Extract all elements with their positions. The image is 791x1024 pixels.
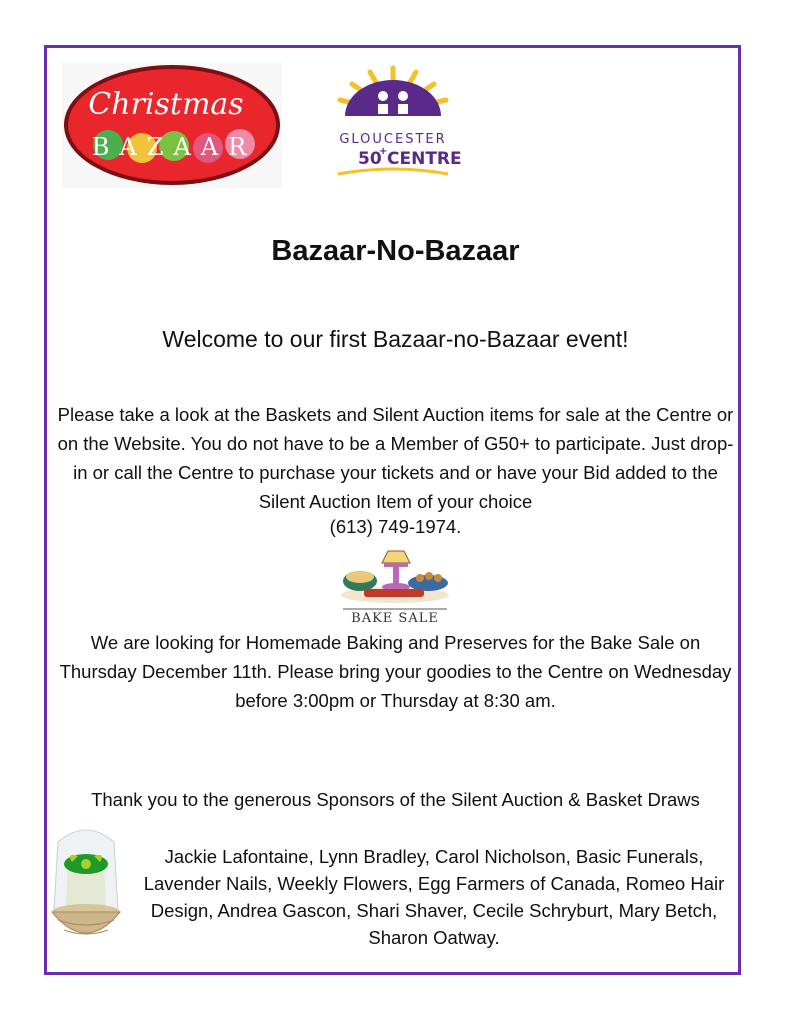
plus-text: + [379, 146, 388, 157]
gift-basket-illustration [48, 822, 124, 952]
gloucester-text: GLOUCESTER [339, 132, 447, 147]
fifty-text: 50 [358, 149, 382, 169]
intro-paragraph: Please take a look at the Baskets and Silent Auction items for sale at the Centre or on the Website. You do not have to be a Member of G50+ to participate. Just drop-in or call the Centre to purchase your tickets and or have your Bid added to the Silent Auction Item of your choice [57, 404, 734, 512]
centre-text: CENTRE [387, 149, 462, 169]
thanks-line: Thank you to the generous Sponsors of the Silent Auction & Basket Draws [91, 789, 700, 810]
phone-number: (613) 749-1974. [329, 516, 462, 537]
bazaar-text: BAZAAR [91, 133, 257, 161]
bake-sale-label: BAKE SALE [351, 611, 439, 625]
sponsors-list: Jackie Lafontaine, Lynn Bradley, Carol Nicholson, Basic Funerals, Lavender Nails, Weekly Flowers, Egg Farmers of Canada, Romeo Hair Design, Andrea Gascon, Shari Shaver, Cecile Schryburt, Mary Betch, Sharon Oatway. [143, 846, 725, 948]
page-title: Bazaar-No-Bazaar [271, 235, 520, 267]
bake-sale-illustration [338, 545, 452, 625]
welcome-heading: Welcome to our first Bazaar-no-Bazaar event! [162, 326, 629, 352]
bake-sale-paragraph: We are looking for Homemade Baking and Preserves for the Bake Sale on Thursday December 11th. Please bring your goodies to the Centre on Wednesday before 3:00pm or Thursday at 8:30 am. [59, 632, 732, 711]
christmas-bazaar-logo [62, 62, 282, 188]
christmas-text: Christmas [88, 87, 244, 122]
gloucester-centre-logo [312, 62, 474, 188]
